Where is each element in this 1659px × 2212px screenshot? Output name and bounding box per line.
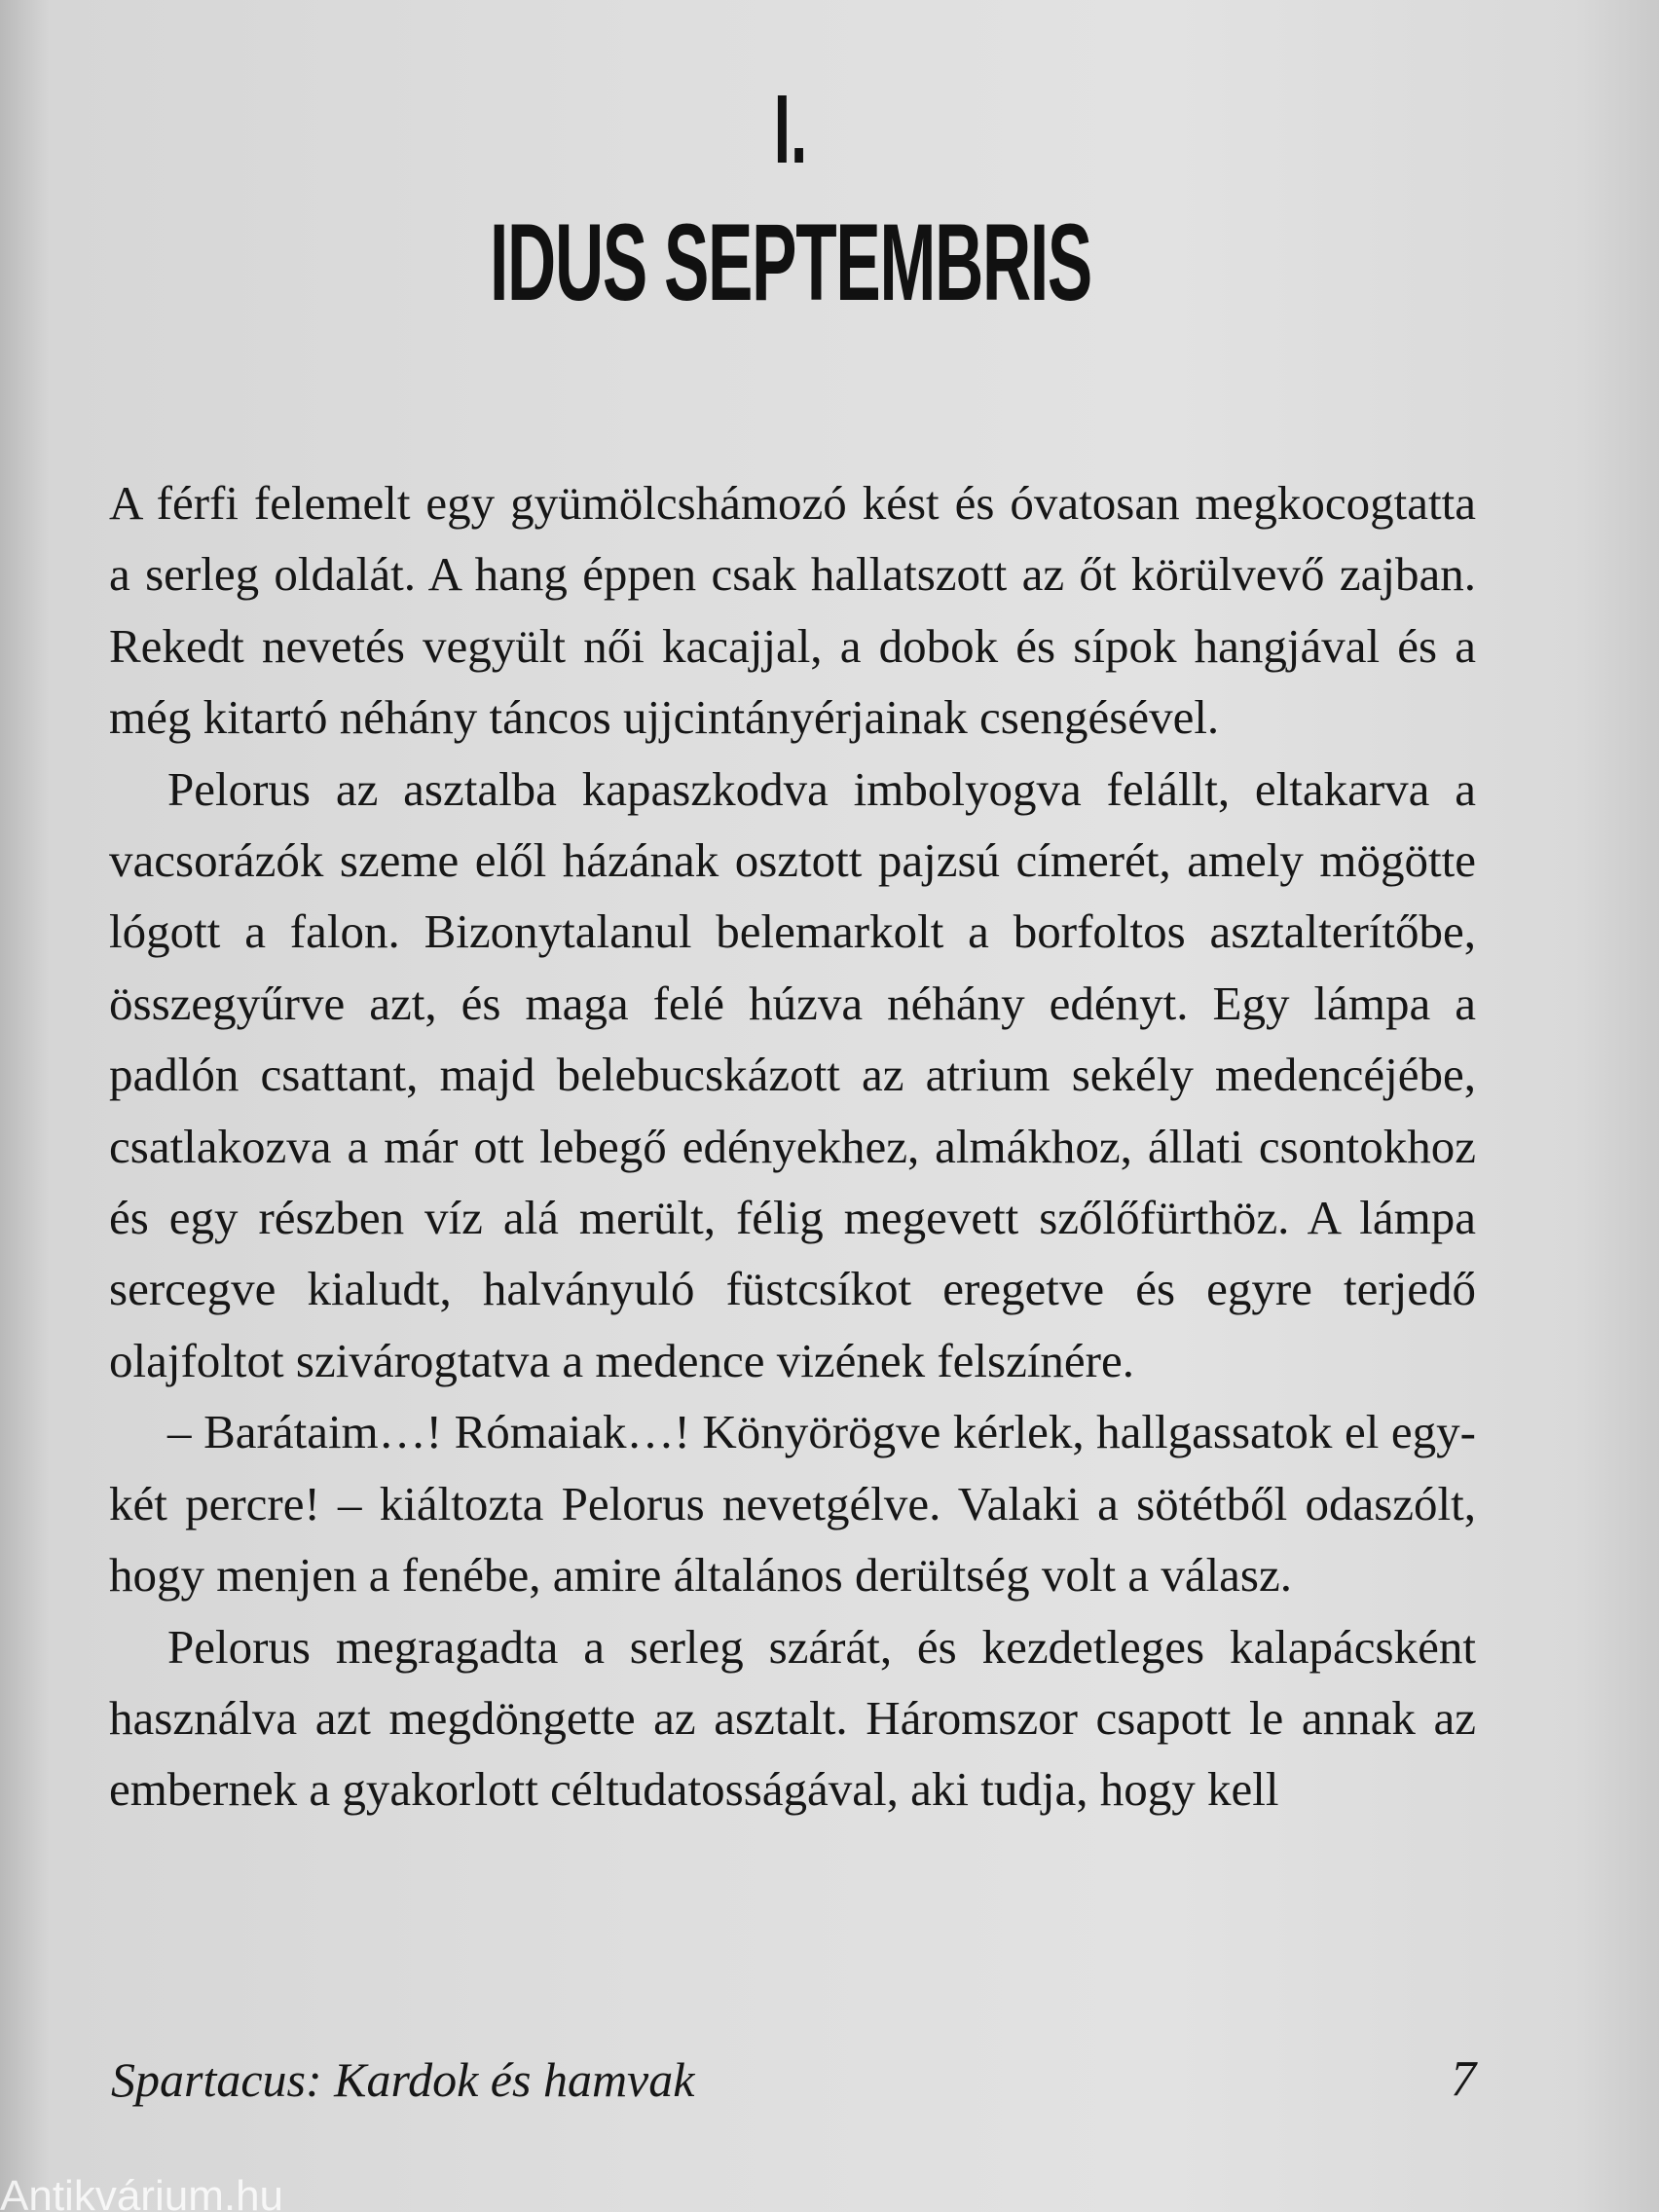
paragraph-1: A férfi felemelt egy gyümölcshámozó kést és óvatosan megkocogtatta a serleg oldalát. A hang éppen csak hallatszott az őt körülvevő zajban. Rekedt nevetés vegyült női kacajjal, a dobok és sípok hangjával és a még kitartó néhány táncos ujjcintányérjainak csengésével. bbox=[109, 476, 1476, 745]
chapter-body bbox=[109, 467, 1476, 1825]
watermark: Antikvárium.hu bbox=[0, 2172, 284, 2212]
chapter-title: IDUS SEPTEMBRIS bbox=[489, 202, 1092, 323]
running-footer-title: Spartacus: Kardok és hamvak bbox=[111, 2052, 695, 2107]
paragraph-3-dialogue: – Barátaim…! Rómaiak…! Könyörögve kérlek, hallgassatok el egy-két percre! – kiáltozta Pelorus nevetgélve. Valaki a sötétből odaszólt, hogy menjen a fenébe, amire általános derültség volt a válasz. bbox=[109, 1405, 1476, 1603]
paragraph-2: Pelorus az asztalba kapaszkodva imbolyogva felállt, eltakarva a vacsorázók szeme elől házának osztott pajzsú címerét, amely mögötte lógott a falon. Bizonytalanul belemarkolt a borfoltos asztalterítőbe, összegyűrve azt, és maga felé húzva néhány edényt. Egy lámpa a padlón csattant, majd belebucskázott az atrium sekély medencéjébe, csatlakozva a már ott lebegő edényekhez, almákhoz, állati csontokhoz és egy részben víz alá merült, félig megevett szőlőfürthöz. A lámpa sercegve kialudt, halványuló füstcsíkot eregetve és egyre terjedő olajfoltot szivárogtatva a medence vizének felszínére. bbox=[109, 761, 1476, 1387]
paragraph-4: Pelorus megragadta a serleg szárát, és kezdetleges kalapácsként használva azt megdöngette az asztalt. Háromszor csapott le annak az embernek a gyakorlott céltudatosságával, aki tudja, hogy kell bbox=[109, 1619, 1476, 1817]
chapter-number: I. bbox=[773, 75, 808, 184]
page-number: 7 bbox=[1451, 2051, 1476, 2107]
